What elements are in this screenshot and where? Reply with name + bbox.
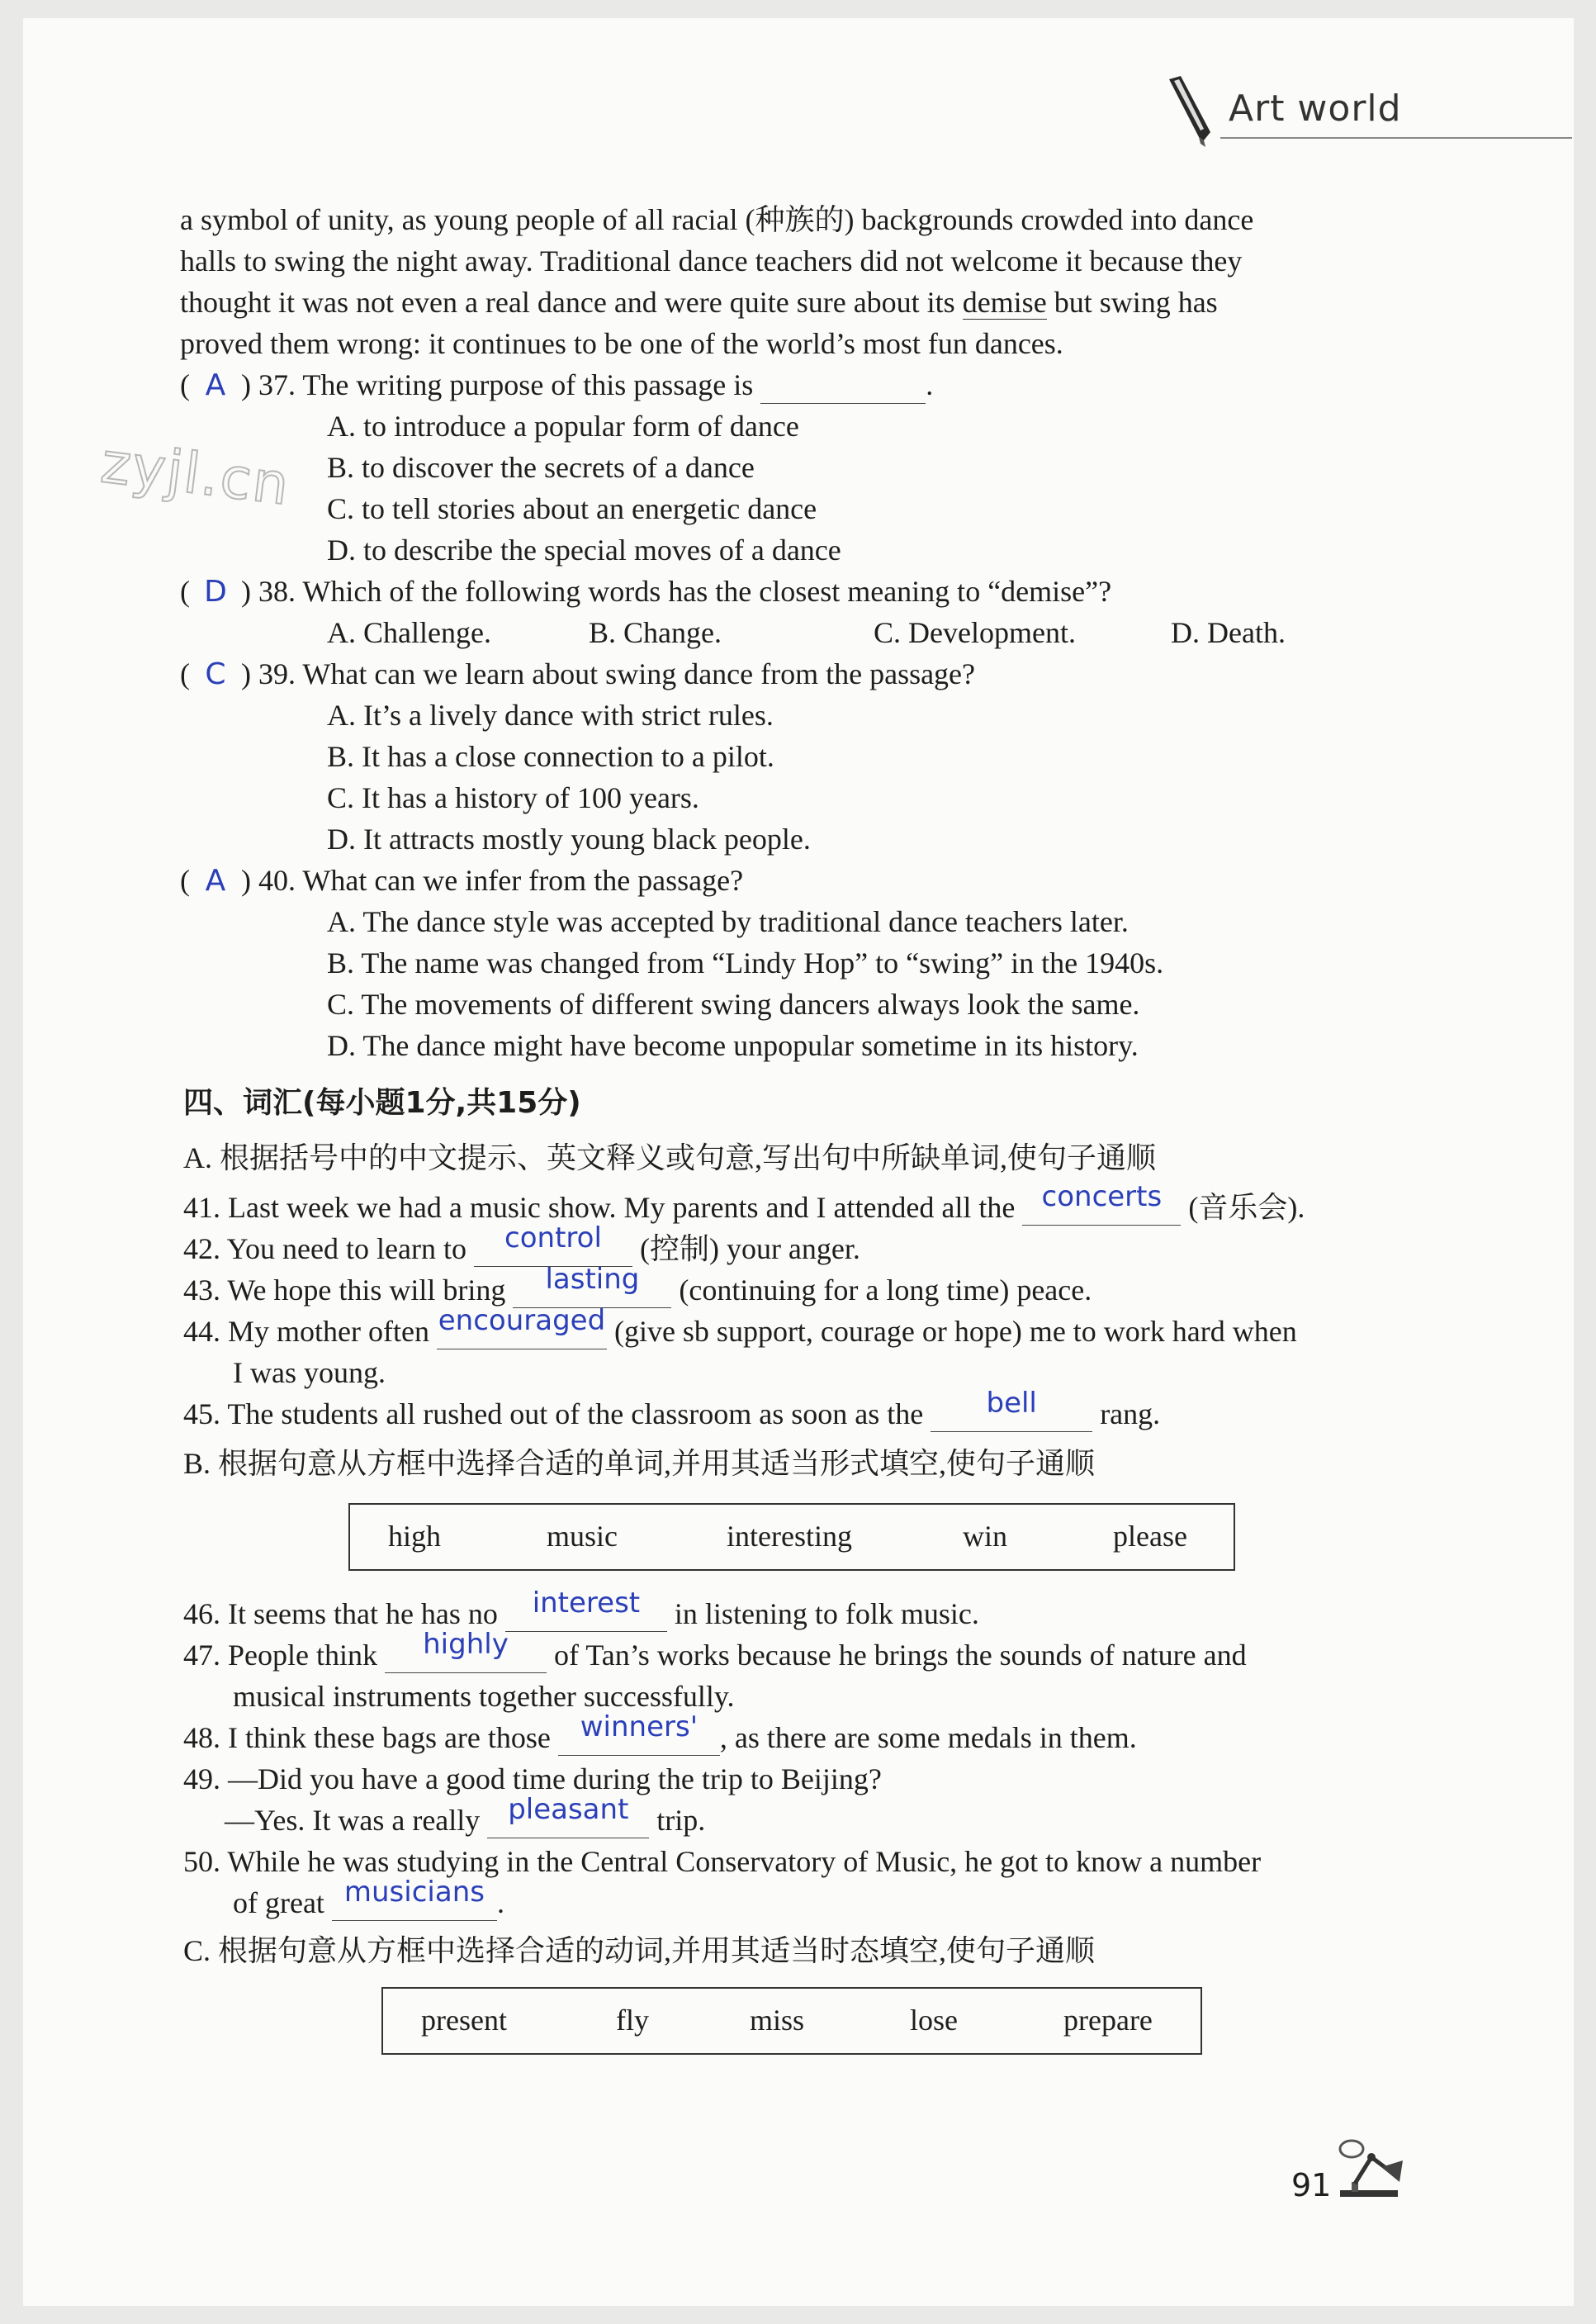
answer-blank[interactable]: bell [931,1397,1092,1432]
word-option: music [547,1520,618,1553]
option: C. It has a history of 100 years. [327,781,699,814]
word-option: please [1113,1520,1187,1553]
word-option: prepare [1063,2004,1153,2037]
question-47-line-2: musical instruments together successfully. [233,1680,735,1713]
header-rule [1220,137,1572,139]
watermark: zyjl.cn [97,430,294,519]
word-option: miss [750,2004,805,2037]
word-box-b [348,1503,1235,1571]
passage-line-2: halls to swing the night away. Traditional dance teachers did not welcome it because they [180,244,1243,277]
part-b-instruction: B. 根据句意从方框中选择合适的单词,并用其适当形式填空,使句子通顺 [183,1447,1096,1480]
word-option: interesting [727,1520,852,1553]
pen-icon [1163,74,1220,149]
word-option: present [421,2004,507,2037]
option: C. to tell stories about an energetic dance [327,492,817,525]
passage-line-1: a symbol of unity, as young people of all racial (种族的) backgrounds crowded into dance [180,203,1254,236]
answer-blank[interactable]: winners' [558,1721,720,1756]
option: A. Challenge. [327,616,491,649]
question-49-reply: —Yes. It was a really pleasant trip. [225,1793,706,1837]
answer-letter: A [205,368,226,402]
word-option: win [963,1520,1007,1553]
question-44: 44. My mother often encouraged (give sb support, courage or hope) me to work hard when [183,1304,1297,1348]
question-40: ( A ) 40. What can we infer from the passage? [180,864,744,898]
option: C. The movements of different swing dancers always look the same. [327,988,1140,1021]
option: B. It has a close connection to a pilot. [327,740,774,773]
page-number: 91 [1291,2167,1332,2203]
section-title: Art world [1229,88,1402,130]
question-47: 47. People think highly of Tan’s works because he brings the sounds of nature and [183,1628,1247,1672]
answer-blank[interactable]: musicians [332,1886,497,1921]
page-header [1163,74,1575,149]
question-37: ( A ) 37. The writing purpose of this passage is . [180,368,934,402]
answer-letter: D [204,575,227,609]
question-44-line-2: I was young. [233,1356,386,1389]
answer-letter: C [205,657,226,691]
question-38: ( D ) 38. Which of the following words has the closest meaning to “demise”? [180,575,1112,609]
answer-blank[interactable]: concerts [1022,1191,1181,1226]
answer-blank[interactable] [760,403,926,404]
desk-lamp-icon [1333,2136,1408,2202]
part-title: 四、词汇(每小题1分,共15分) [183,1086,581,1120]
question-48: 48. I think these bags are those winners' , as there are some medals in them. [183,1710,1137,1754]
question-39: ( C ) 39. What can we learn about swing dance from the passage? [180,657,976,691]
question-50-line-2: of great musicians . [233,1876,504,1919]
answer-blank[interactable]: highly [385,1639,547,1673]
answer-blank[interactable]: control [474,1232,632,1267]
option: B. to discover the secrets of a dance [327,451,755,484]
part-a-instruction: A. 根据括号中的中文提示、英文释义或句意,写出句中所缺单词,使句子通顺 [183,1141,1156,1174]
option: C. Development. [874,616,1076,649]
underlined-word: demise [962,286,1047,319]
word-option: lose [910,2004,958,2037]
question-46: 46. It seems that he has no interest in listening to folk music. [183,1586,979,1630]
passage-line-3: thought it was not even a real dance and were quite sure about its demise but swing has [180,286,1218,319]
question-43: 43. We hope this will bring lasting (continuing for a long time) peace. [183,1263,1092,1307]
option: D. Death. [1171,616,1286,649]
option: D. The dance might have become unpopular sometime in its history. [327,1029,1139,1062]
part-c-instruction: C. 根据句意从方框中选择合适的动词,并用其适当时态填空,使句子通顺 [183,1934,1096,1967]
passage-line-4: proved them wrong: it continues to be one of the world’s most fun dances. [180,327,1063,360]
option: A. to introduce a popular form of dance [327,410,799,443]
answer-blank[interactable]: pleasant [487,1804,649,1838]
answer-blank[interactable]: lasting [513,1273,671,1308]
answer-blank[interactable]: interest [505,1597,667,1632]
option: B. The name was changed from “Lindy Hop” to “swing” in the 1940s. [327,946,1164,979]
word-option: fly [616,2004,649,2037]
question-50: 50. While he was studying in the Central Conservatory of Music, he got to know a number [183,1845,1262,1878]
answer-blank[interactable]: encouraged [437,1315,607,1349]
question-41: 41. Last week we had a music show. My parents and I attended all the concerts (音乐会). [183,1180,1305,1224]
answer-letter: A [205,864,226,898]
option: A. The dance style was accepted by traditional dance teachers later. [327,905,1129,938]
word-box-c [381,1987,1202,2055]
option: D. It attracts mostly young black people. [327,823,811,856]
question-45: 45. The students all rushed out of the classroom as soon as the bell rang. [183,1387,1161,1430]
word-option: high [388,1520,442,1553]
question-49: 49. —Did you have a good time during the trip to Beijing? [183,1762,882,1795]
option: A. It’s a lively dance with strict rules. [327,699,774,732]
option: D. to describe the special moves of a dance [327,534,841,567]
question-42: 42. You need to learn to control (控制) your anger. [183,1221,860,1265]
option: B. Change. [589,616,722,649]
